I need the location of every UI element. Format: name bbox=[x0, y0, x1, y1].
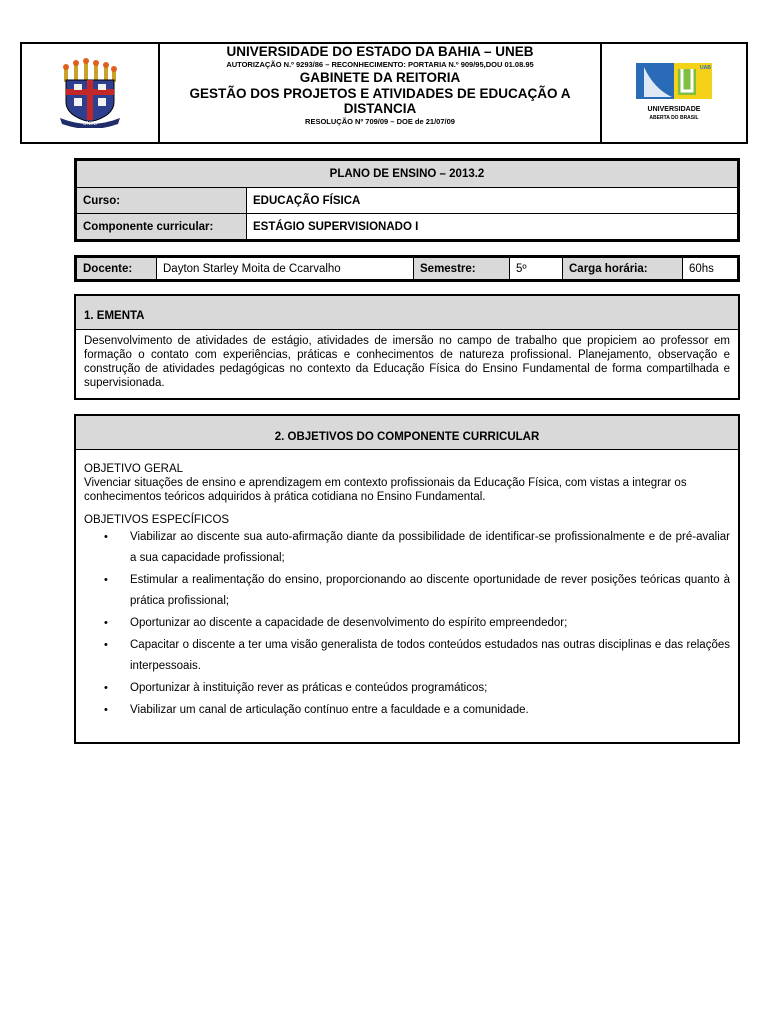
workload-value: 60hs bbox=[683, 258, 738, 280]
authorization-line: AUTORIZAÇÃO N.º 9293/86 – RECONHECIMENTO: PORTARIA N.º 909/95,DOU 01.08.95 bbox=[226, 60, 534, 69]
ementa-section bbox=[74, 294, 740, 400]
bullet-icon: • bbox=[104, 639, 108, 651]
workload-label: Carga horária: bbox=[563, 258, 683, 280]
left-logo-cell bbox=[22, 44, 160, 142]
specific-objectives-title: OBJETIVOS ESPECÍFICOS bbox=[84, 514, 230, 526]
uab-logo-text-1: UNIVERSIDADE bbox=[647, 106, 701, 113]
component-value: ESTÁGIO SUPERVISIONADO I bbox=[247, 214, 738, 240]
bullet-icon: • bbox=[104, 574, 108, 586]
teacher-table bbox=[74, 255, 740, 282]
semester-value: 5º bbox=[510, 258, 563, 280]
general-objective-text: Vivenciar situações de ensino e aprendizagem em contexto profissionais da Educação Física, com vistas a integrar os conhecimentos teóricos adquiridos à prática cotidiana no Ensino Fundamental. bbox=[84, 477, 687, 503]
list-item: • Viabilizar um canal de articulação contínuo entre a faculdade e a comunidade. bbox=[84, 700, 730, 721]
plan-title: PLANO DE ENSINO – 2013.2 bbox=[77, 161, 738, 188]
bullet-icon: • bbox=[104, 682, 108, 694]
component-label: Componente curricular: bbox=[77, 214, 247, 240]
list-item: • Capacitar o discente a ter uma visão generalista de todos conteúdos estudados nas outras disciplinas e das relações interpessoais. bbox=[84, 635, 730, 677]
specific-objectives-list bbox=[84, 527, 730, 721]
general-objective-title: OBJETIVO GERAL bbox=[84, 463, 184, 475]
list-item: • Oportunizar à instituição rever as práticas e conteúdos programáticos; bbox=[84, 678, 730, 699]
resolution-line: RESOLUÇÃO Nº 709/09 – DOE de 21/07/09 bbox=[305, 117, 455, 126]
uab-logo bbox=[634, 61, 714, 125]
office-name: GABINETE DA REITORIA bbox=[299, 70, 461, 85]
bullet-icon: • bbox=[104, 531, 108, 543]
svg-text:UNEB: UNEB bbox=[83, 121, 97, 127]
plan-table bbox=[74, 158, 740, 242]
management-line-1: GESTÃO DOS PROJETOS E ATIVIDADES DE EDUCAÇÃO A bbox=[189, 86, 571, 101]
list-item: • Estimular a realimentação do ensino, proporcionando ao discente oportunidade de rever posições teóricas quanto à prática profissional; bbox=[84, 570, 730, 612]
uab-logo-text-2: ABERTA DO BRASIL bbox=[649, 115, 699, 121]
uneb-coat-of-arms-logo bbox=[54, 58, 126, 128]
course-label: Curso: bbox=[77, 188, 247, 214]
semester-label: Semestre: bbox=[414, 258, 510, 280]
document-header bbox=[20, 42, 748, 144]
docente-value: Dayton Starley Moita de Ccarvalho bbox=[157, 258, 414, 280]
list-item: • Viabilizar ao discente sua auto-afirmação diante da possibilidade de identificar-se profissionalmente e de pré-avaliar a sua capacidade profissional; bbox=[84, 527, 730, 569]
objectives-title: 2. OBJETIVOS DO COMPONENTE CURRICULAR bbox=[76, 416, 738, 450]
right-logo-cell bbox=[600, 44, 746, 142]
docente-label: Docente: bbox=[77, 258, 157, 280]
university-name: UNIVERSIDADE DO ESTADO DA BAHIA – UNEB bbox=[226, 44, 534, 59]
objectives-body bbox=[76, 450, 738, 721]
objectives-section bbox=[74, 414, 740, 744]
header-title-block bbox=[160, 44, 600, 142]
bullet-icon: • bbox=[104, 704, 108, 716]
ementa-title: 1. EMENTA bbox=[76, 296, 738, 330]
list-item: • Oportunizar ao discente a capacidade de desenvolvimento do espírito empreendedor; bbox=[84, 613, 730, 634]
ementa-text: Desenvolvimento de atividades de estágio, atividades de imersão no campo de trabalho que propiciem ao professor em formação o contato com experiências, práticas e conhecimentos de natureza profissional. Planejamento, observação e construção de atividades pedagógicas no contexto da Educação Física do Ensino Fundamental de forma compartilhada e supervisionada. bbox=[84, 335, 730, 389]
svg-text:UAB: UAB bbox=[700, 65, 711, 71]
course-value: EDUCAÇÃO FÍSICA bbox=[247, 188, 738, 214]
bullet-icon: • bbox=[104, 617, 108, 629]
management-line-2: DISTANCIA bbox=[343, 101, 417, 116]
